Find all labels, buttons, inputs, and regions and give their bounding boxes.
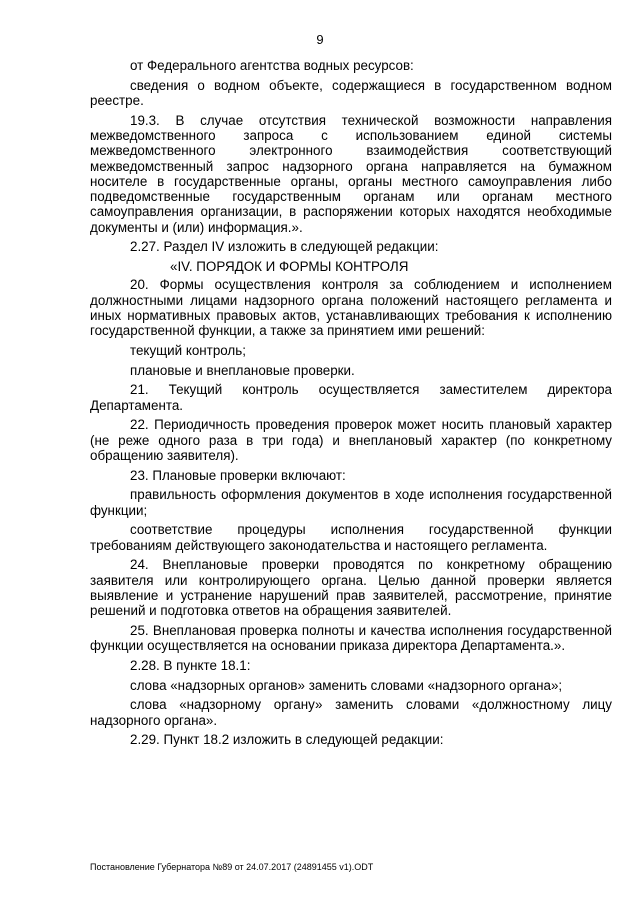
paragraph: 2.29. Пункт 18.2 изложить в следующей редакции:: [130, 732, 444, 748]
paragraph: сведения о водном объекте, содержащиеся в государственном водном реестре.: [90, 77, 612, 108]
paragraph: 24. Внеплановые проверки проводятся по конкретному обращению заявителя или контролирующего органа. Целью данной проверки является выявление и устранение нарушений прав заявителей, рассмотрение, принятие решений и подготовка ответов на обращения заявителей.: [90, 557, 612, 619]
paragraph: слова «надзорному органу» заменить словами «должностному лицу надзорного органа».: [90, 697, 612, 728]
paragraph: 19.3. В случае отсутствия технической возможности направления межведомственного запроса с использованием единой системы межведомственного электронного взаимодействия соответствующий межведомственный запрос надзорного органа направляется на бумажном носителе в государственные органы, органы местного самоуправления либо подведомственные государственным органам или органам местного самоуправления организации, в распоряжении которых находятся необходимые документы и (или) информация.».: [90, 112, 612, 235]
paragraph: 25. Внеплановая проверка полноты и качества исполнения государственной функции осуществляется на основании приказа директора Департамента.».: [90, 622, 612, 654]
paragraph: правильность оформления документов в ходе исполнения государственной функции;: [90, 487, 612, 518]
paragraph: 23. Плановые проверки включают:: [130, 467, 346, 483]
paragraph: 2.27. Раздел IV изложить в следующей редакции:: [130, 239, 439, 255]
section-heading: «IV. ПОРЯДОК И ФОРМЫ КОНТРОЛЯ: [170, 259, 409, 275]
paragraph: соответствие процедуры исполнения государственной функции требованиям действующего законодательства и настоящего регламента.: [90, 522, 612, 553]
paragraph: слова «надзорных органов» заменить словами «надзорного органа»;: [130, 677, 563, 693]
paragraph: 21. Текущий контроль осуществляется заместителем директора Департамента.: [90, 382, 612, 413]
paragraph: 20. Формы осуществления контроля за соблюдением и исполнением должностными лицами надзорного органа положений настоящего регламента и иных нормативных правовых актов, устанавливающих требования к исполнению государственной функции, а также за принятием ими решений:: [90, 277, 612, 339]
paragraph: 22. Периодичность проведения проверок может носить плановый характер (не реже одного раза в три года) и внеплановый характер (по конкретному обращению заявителя).: [90, 417, 612, 463]
page-number: 9: [316, 32, 324, 47]
paragraph: плановые и внеплановые проверки.: [130, 362, 355, 378]
paragraph: текущий контроль;: [130, 343, 246, 358]
document-footer: Постановление Губернатора №89 от 24.07.2017 (24891455 v1).ODT: [90, 862, 374, 872]
document-body: [90, 58, 612, 752]
paragraph: 2.28. В пункте 18.1:: [130, 657, 251, 673]
paragraph: от Федерального агентства водных ресурсов:: [130, 58, 414, 73]
